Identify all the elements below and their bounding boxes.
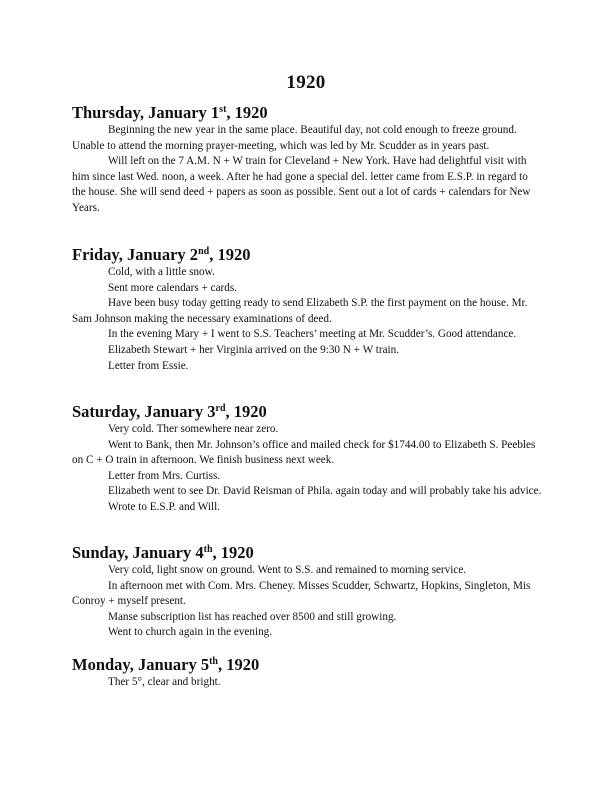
entry-heading	[72, 655, 542, 675]
diary-entry-jan-2	[72, 245, 542, 374]
entry-paragraph: Have been busy today getting ready to send Elizabeth S.P. the first payment on the house. Mr. Sam Johnson making the necessary examinations of deed.	[72, 297, 528, 325]
heading-ordinal-suffix: rd	[215, 403, 226, 414]
entry-paragraph: Wrote to E.S.P. and Will.	[108, 500, 221, 513]
heading-year: , 1920	[209, 245, 251, 264]
entry-paragraph: Manse subscription list has reached over 8500 and still growing.	[108, 610, 397, 623]
entry-paragraph: Ther 5°, clear and bright.	[108, 676, 221, 688]
heading-day: Thursday, January 1	[72, 103, 220, 122]
entry-heading	[72, 245, 542, 265]
heading-day: Monday, January 5	[72, 655, 210, 674]
page-title: 1920	[286, 72, 326, 93]
entry-paragraph: Letter from Essie.	[108, 359, 189, 372]
diary-entry-jan-1	[72, 103, 542, 217]
heading-ordinal-suffix: nd	[198, 246, 210, 257]
heading-year: , 1920	[212, 543, 254, 562]
entry-paragraph: Beginning the new year in the same place. Beautiful day, not cold enough to freeze ground. Unable to attend the morning prayer-meeting, which was led by Mr. Scudder as in years past.	[72, 124, 517, 152]
entry-paragraph: Elizabeth went to see Dr. David Reisman of Phila. again today and will probably take his advice.	[108, 485, 542, 498]
entry-paragraph: Will left on the 7 A.M. N + W train for Cleveland + New York. Have had delightful visit with him since last Wed. noon, a week. After he had gone a special del. letter came from E.S.P. in regard to the house. She will send deed + papers as soon as possible. Sent out a lot of cards + calendars for New Years.	[72, 155, 531, 214]
entry-paragraph: Very cold. Ther somewhere near zero.	[108, 423, 279, 435]
diary-entry-jan-4	[72, 543, 542, 641]
entry-heading	[72, 543, 542, 563]
diary-entry-jan-5	[72, 655, 542, 691]
heading-ordinal-suffix: st	[219, 104, 227, 115]
heading-year: , 1920	[217, 655, 260, 674]
entry-paragraph: In afternoon met with Com. Mrs. Cheney. Misses Scudder, Schwartz, Hopkins, Singleton, Mis Conroy + myself present.	[72, 579, 531, 608]
heading-day: Sunday, January 4	[72, 543, 204, 562]
diary-entry-jan-3	[72, 402, 542, 516]
heading-ordinal-suffix: th	[203, 544, 213, 555]
entry-paragraph: Elizabeth Stewart + her Virginia arrived on the 9:30 N + W train.	[108, 343, 400, 356]
heading-year: , 1920	[225, 402, 267, 421]
entry-paragraph: Sent more calendars + cards.	[108, 281, 238, 294]
entry-heading	[72, 402, 542, 422]
heading-day: Friday, January 2	[72, 245, 199, 264]
entry-paragraph: Very cold, light snow on ground. Went to S.S. and remained to morning service.	[108, 564, 467, 576]
heading-day: Saturday, January 3	[72, 402, 216, 421]
heading-ordinal-suffix: th	[209, 656, 218, 667]
entry-paragraph: Letter from Mrs. Curtiss.	[108, 469, 221, 482]
entry-heading	[72, 103, 542, 123]
entry-paragraph: Cold, with a little snow.	[108, 266, 215, 278]
entry-paragraph: In the evening Mary + I went to S.S. Teachers’ meeting at Mr. Scudder’s. Good attendance.	[108, 328, 517, 341]
heading-year: , 1920	[226, 103, 268, 122]
entry-paragraph: Went to church again in the evening.	[108, 626, 273, 639]
entry-paragraph: Went to Bank, then Mr. Johnson’s office and mailed check for $1744.00 to Elizabeth S. Peebles on C + O train in afternoon. We finish business next week.	[72, 438, 536, 467]
